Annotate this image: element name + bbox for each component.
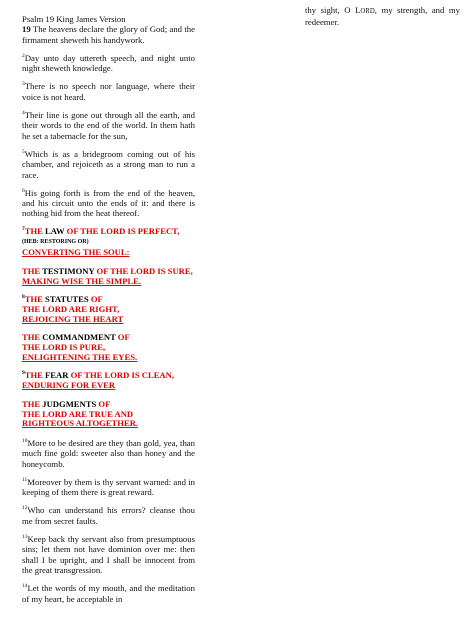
verse-2 bbox=[22, 53, 195, 74]
verse-number: 6 bbox=[22, 187, 25, 194]
law-keyword: TESTIMONY bbox=[42, 265, 95, 276]
law-phrase: OF THE LORD IS PERFECT, bbox=[64, 225, 180, 236]
verse-text: His going forth is from the end of the heaven, and his circuit unto the ends of it: and there is nothing hid from the heat thereof. bbox=[22, 187, 195, 219]
verse-number: 14 bbox=[22, 583, 28, 590]
verse-number: 9 bbox=[22, 370, 25, 377]
judgments-paragraph bbox=[22, 400, 195, 429]
law-phrase: THE LORD ARE TRUE AND bbox=[22, 408, 134, 419]
commandment-paragraph bbox=[22, 333, 195, 362]
law-the: THE bbox=[22, 265, 43, 276]
fear-paragraph bbox=[22, 371, 195, 390]
law-keyword: FEAR bbox=[45, 370, 69, 381]
verse-text: More to be desired are they than gold, yea, than much fine gold: sweeter also than honey and the honeycomb. bbox=[22, 438, 195, 469]
verse-text: Who can understand his errors? cleanse thou me from secret faults. bbox=[22, 505, 195, 526]
verse-text: The heavens declare the glory of God; and the firmament sheweth his handywork. bbox=[22, 24, 195, 45]
lord-small-caps: ORD bbox=[360, 8, 375, 15]
left-column bbox=[22, 14, 195, 612]
law-phrase: THE LORD ARE RIGHT, bbox=[22, 303, 120, 314]
law-clause: MAKING WISE THE SIMPLE. bbox=[22, 275, 142, 286]
hebrew-note: (HEB: RESTORING OR) bbox=[22, 239, 89, 246]
verse-number: 8 bbox=[22, 294, 25, 301]
verse-6 bbox=[22, 188, 195, 219]
law-phrase: OF bbox=[115, 332, 130, 343]
law-clause: RIGHTEOUS ALTOGETHER. bbox=[22, 418, 139, 429]
verse-number: 5 bbox=[22, 149, 25, 156]
law-phrase: OF THE LORD IS SURE, bbox=[94, 265, 193, 276]
verse-text: thy sight, O L bbox=[305, 5, 361, 15]
verse-4 bbox=[22, 110, 195, 141]
page-title: Psalm 19 King James Version bbox=[22, 14, 126, 24]
law-the: THE bbox=[24, 370, 46, 381]
verse-5 bbox=[22, 149, 195, 180]
verse-text: Keep back thy servant also from presumptuous sins; let them not have dominion over me: then shall I be upright, and I shall be innocent from the great transgression. bbox=[22, 534, 195, 575]
law-the: THE bbox=[22, 398, 43, 409]
law-phrase: OF bbox=[88, 294, 103, 305]
law-clause: ENDURING FOR EVER bbox=[22, 380, 116, 391]
law-phrase: OF bbox=[96, 398, 111, 409]
verse-number: 11 bbox=[22, 477, 28, 483]
verse-text: Let the words of my mouth, and the meditation of my heart, be acceptable in bbox=[22, 583, 195, 604]
verse-text: Day unto day uttereth speech, and night unto night sheweth knowledge. bbox=[22, 52, 195, 74]
verse-number: 4 bbox=[22, 110, 25, 117]
law-phrase: OF THE LORD IS CLEAN, bbox=[68, 370, 174, 381]
verse-11 bbox=[22, 477, 195, 498]
statutes-paragraph bbox=[22, 295, 195, 324]
verse-1 bbox=[22, 24, 195, 45]
law-phrase: THE LORD IS PURE, bbox=[22, 342, 106, 353]
chapter-number: 19 bbox=[22, 24, 31, 35]
law-the: THE bbox=[22, 332, 43, 343]
law-keyword: COMMANDMENT bbox=[42, 332, 116, 343]
law-clause: REJOICING THE HEART bbox=[22, 313, 124, 324]
verse-text: Moreover by them is thy servant warned: and in keeping of them there is great reward. bbox=[22, 476, 195, 498]
verse-number: 12 bbox=[22, 505, 28, 512]
verse-text: Which is as a bridegroom coming out of his chamber, and rejoiceth as a strong man to run a race. bbox=[22, 148, 195, 180]
law-keyword: JUDGMENTS bbox=[42, 398, 97, 409]
verse-13 bbox=[22, 534, 195, 575]
verse-number: 2 bbox=[22, 53, 25, 59]
verse-3 bbox=[22, 81, 195, 102]
verse-14-continued bbox=[305, 5, 460, 28]
law-clause: ENLIGHTENING THE EYES. bbox=[22, 351, 138, 362]
law-the: THE bbox=[24, 225, 46, 236]
testimony-paragraph bbox=[22, 267, 195, 286]
law-keyword: STATUTES bbox=[45, 294, 89, 305]
law-clause: CONVERTING THE SOUL: bbox=[22, 247, 130, 258]
verse-number: 3 bbox=[22, 81, 25, 88]
verse-14 bbox=[22, 583, 195, 604]
law-the: THE bbox=[24, 294, 46, 305]
verse-number: 13 bbox=[22, 534, 28, 541]
verse-number: 7 bbox=[22, 225, 25, 232]
verse-12 bbox=[22, 505, 195, 526]
law-paragraph bbox=[22, 227, 195, 258]
verse-number: 10 bbox=[22, 438, 28, 445]
verse-text: There is no speech nor language, where their voice is not heard. bbox=[22, 81, 195, 102]
verse-10 bbox=[22, 438, 195, 469]
verse-text: Their line is gone out through all the earth, and their words to the end of the world. In them hath he set a tabernacle for the sun, bbox=[22, 110, 195, 141]
law-keyword: LAW bbox=[45, 225, 65, 236]
verse-text: , my strength, and my redeemer. bbox=[305, 5, 461, 28]
right-column bbox=[305, 5, 460, 36]
